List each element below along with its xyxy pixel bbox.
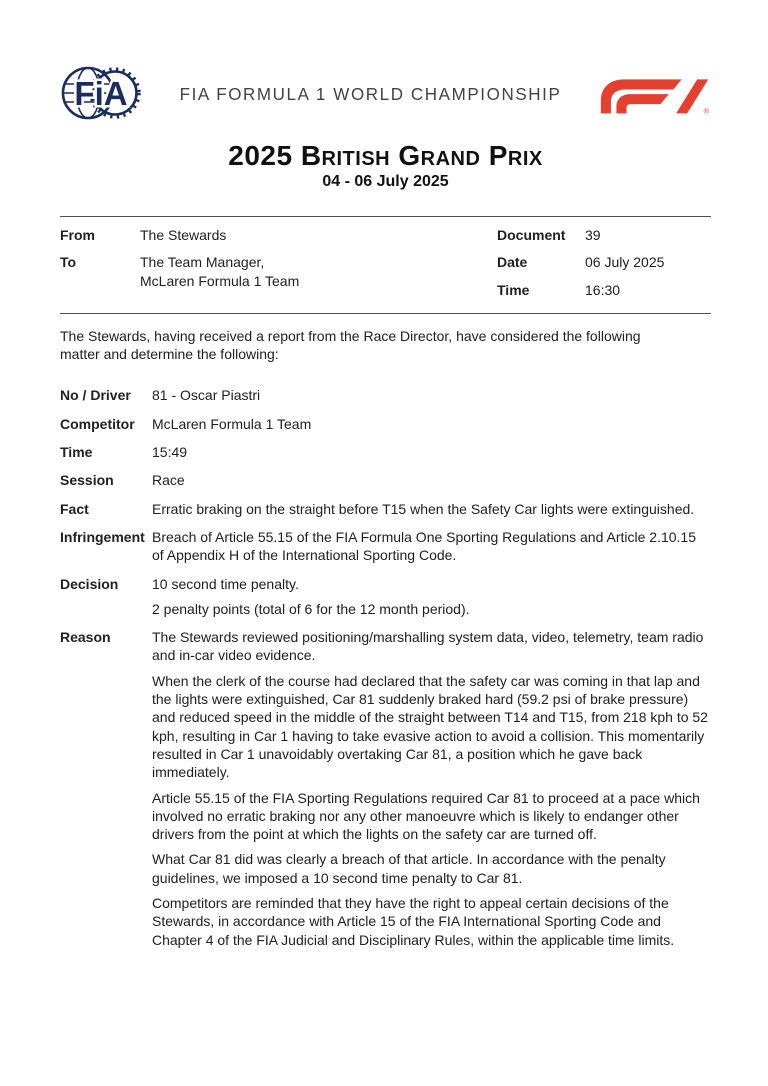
date-value: 06 July 2025: [585, 254, 665, 271]
time-row: [497, 281, 711, 299]
time-label: Time: [497, 281, 530, 298]
time-field-label: Time: [60, 444, 93, 461]
field-row-fact: [60, 500, 711, 518]
decision-line: 2 penalty points (total of 6 for the 12 month period).: [152, 600, 470, 617]
field-row-infringement: [60, 528, 711, 565]
reason-paragraph: Competitors are reminded that they have the right to appeal certain decisions of the Stewards, in accordance with Article 15 of the FIA International Sporting Code and Chapter 4 of the FIA Judicial and Disciplinary Rules, within the applicable time limits.: [152, 895, 675, 948]
from-label: From: [60, 227, 95, 243]
svg-text:®: ®: [703, 106, 710, 114]
meta-right-column: [497, 226, 711, 299]
decision-label: Decision: [60, 575, 119, 592]
svg-text:FiA: FiA: [74, 74, 128, 112]
decision-value: [152, 575, 711, 619]
fia-logo: [60, 65, 146, 126]
reason-label: Reason: [60, 629, 111, 646]
event-dates: 04 - 06 July 2025: [322, 173, 449, 190]
reason-paragraph: When the clerk of the course had declared that the safety car was coming in that lap and the lights were extinguished, Car 81 suddenly braked hard (59.2 psi of brake pressure) and reduced speed in the middle of the straight between T14 and T15, from 218 kph to 52 kph, resulting in Car 1 having to take evasive action to avoid a collision. This momentarily resulted in Car 1 unavoidably overtaking Car 81, a position which he gave back immediately.: [152, 672, 708, 781]
time-value: 16:30: [585, 281, 621, 298]
to-value-line1: The Team Manager,: [140, 254, 265, 271]
no-driver-value: 81 - Oscar Piastri: [152, 387, 261, 404]
meta-left-column: [60, 226, 497, 299]
reason-paragraph: What Car 81 did was clearly a breach of that article. In accordance with the penalty guidelines, we imposed a 10 second time penalty to Car 81.: [152, 851, 666, 886]
decision-line: 10 second time penalty.: [152, 575, 299, 592]
event-title: 2025 British Grand Prix: [228, 140, 543, 171]
document-row: [497, 226, 711, 244]
field-row-no-driver: [60, 386, 711, 404]
f1-logo: [595, 76, 711, 114]
session-value: Race: [152, 472, 185, 489]
to-row: [60, 253, 497, 290]
reason-paragraph: Article 55.15 of the FIA Sporting Regulations required Car 81 to proceed at a pace which involved no erratic braking nor any other manoeuvre which is likely to endanger other drivers from the point at which the lights on the safety car are turned off.: [152, 789, 700, 843]
document-label: Document: [497, 227, 566, 243]
field-row-decision: [60, 575, 711, 619]
field-row-competitor: [60, 415, 711, 433]
reason-value: [152, 628, 711, 949]
championship-title: FIA FORMULA 1 WORLD CHAMPIONSHIP: [179, 84, 562, 105]
decision-fields: [60, 386, 711, 948]
field-row-session: [60, 471, 711, 489]
from-row: [60, 226, 497, 244]
infringement-label: Infringement: [60, 528, 145, 545]
to-value-line2: McLaren Formula 1 Team: [140, 272, 300, 289]
fact-label: Fact: [60, 500, 89, 517]
masthead: [60, 66, 711, 124]
fact-value: Erratic braking on the straight before T15 when the Safety Car lights were extinguished.: [152, 500, 695, 517]
competitor-label: Competitor: [60, 415, 135, 432]
field-row-time: [60, 443, 711, 461]
no-driver-label: No / Driver: [60, 387, 131, 404]
competitor-value: McLaren Formula 1 Team: [152, 415, 312, 432]
to-value: [140, 253, 299, 290]
date-label: Date: [497, 254, 528, 271]
from-value: The Stewards: [140, 227, 227, 243]
document-number: 39: [585, 227, 601, 243]
infringement-value: Breach of Article 55.15 of the FIA Formula One Sporting Regulations and Article 2.10.15 of Appendix H of the International Sporting Code.: [152, 528, 696, 564]
session-label: Session: [60, 472, 114, 489]
reason-paragraph: The Stewards reviewed positioning/marshalling system data, video, telemetry, team radio and in-car video evidence.: [152, 629, 704, 664]
title-block: [60, 140, 711, 191]
intro-paragraph: The Stewards, having received a report from the Race Director, have considered the following matter and determine the following:: [60, 327, 641, 363]
date-row: [497, 253, 711, 271]
field-row-reason: [60, 628, 711, 949]
meta-table: [60, 216, 711, 314]
f1-logo-icon: [599, 76, 711, 114]
to-label: To: [60, 254, 77, 271]
time-field-value: 15:49: [152, 444, 188, 461]
fia-globe-gear-icon: [60, 65, 144, 121]
